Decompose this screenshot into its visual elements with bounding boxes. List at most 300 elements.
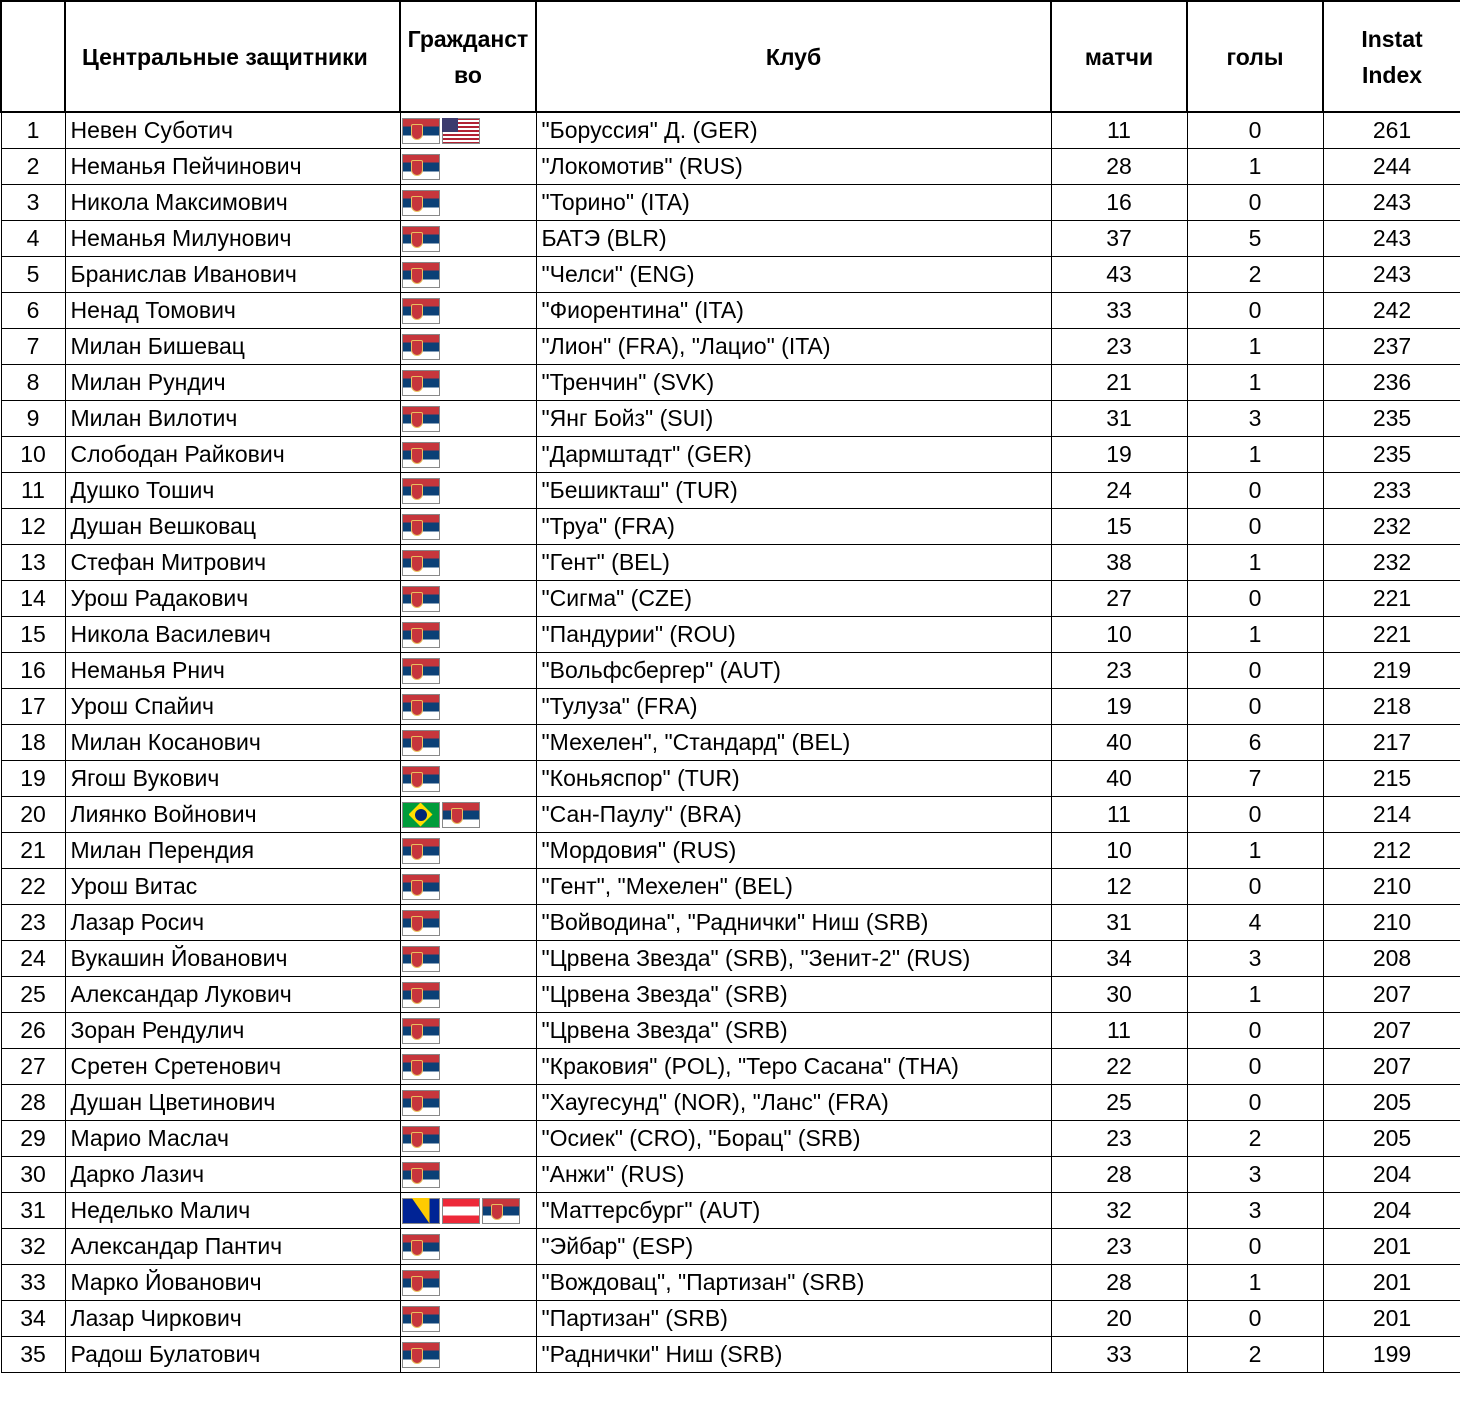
instat-index: 199: [1323, 1337, 1460, 1373]
matches-count: 15: [1051, 509, 1187, 545]
citizenship-flags: [400, 689, 536, 725]
club-name: "Челси" (ENG): [536, 257, 1051, 293]
instat-index: 210: [1323, 869, 1460, 905]
club-name: "Краковия" (POL), "Теро Сасана" (THA): [536, 1049, 1051, 1085]
table-row: [1, 1049, 1460, 1085]
club-name: "Боруссия" Д. (GER): [536, 112, 1051, 149]
serbia-flag-icon: [402, 118, 440, 144]
goals-count: 0: [1187, 869, 1323, 905]
club-name: "Войводина", "Раднички" Ниш (SRB): [536, 905, 1051, 941]
table-row: [1, 545, 1460, 581]
row-number: 6: [1, 293, 65, 329]
goals-count: 0: [1187, 185, 1323, 221]
player-name: Лазар Росич: [65, 905, 400, 941]
player-name: Урош Витас: [65, 869, 400, 905]
row-number: 17: [1, 689, 65, 725]
goals-count: 1: [1187, 833, 1323, 869]
citizenship-flags: [400, 112, 536, 149]
matches-count: 23: [1051, 1121, 1187, 1157]
row-number: 15: [1, 617, 65, 653]
matches-count: 31: [1051, 401, 1187, 437]
matches-count: 27: [1051, 581, 1187, 617]
goals-count: 1: [1187, 617, 1323, 653]
matches-count: 33: [1051, 1337, 1187, 1373]
player-name: Ненад Томович: [65, 293, 400, 329]
row-number: 4: [1, 221, 65, 257]
player-name: Ягош Вукович: [65, 761, 400, 797]
club-name: "Анжи" (RUS): [536, 1157, 1051, 1193]
instat-index: 218: [1323, 689, 1460, 725]
matches-count: 38: [1051, 545, 1187, 581]
player-name: Невен Суботич: [65, 112, 400, 149]
row-number: 31: [1, 1193, 65, 1229]
club-name: "Дармштадт" (GER): [536, 437, 1051, 473]
club-name: "Црвена Звезда" (SRB): [536, 1013, 1051, 1049]
matches-count: 28: [1051, 149, 1187, 185]
citizenship-flags: [400, 905, 536, 941]
citizenship-flags: [400, 1085, 536, 1121]
row-number: 2: [1, 149, 65, 185]
player-name: Стефан Митрович: [65, 545, 400, 581]
goals-count: 4: [1187, 905, 1323, 941]
instat-index: 210: [1323, 905, 1460, 941]
citizenship-flags: [400, 509, 536, 545]
matches-count: 21: [1051, 365, 1187, 401]
table-row: [1, 977, 1460, 1013]
club-name: "Црвена Звезда" (SRB), "Зенит-2" (RUS): [536, 941, 1051, 977]
citizenship-flags: [400, 1121, 536, 1157]
citizenship-flags: [400, 1337, 536, 1373]
player-name: Вукашин Йованович: [65, 941, 400, 977]
citizenship-flags: [400, 473, 536, 509]
table-row: [1, 293, 1460, 329]
citizenship-flags: [400, 365, 536, 401]
matches-count: 24: [1051, 473, 1187, 509]
goals-count: 3: [1187, 941, 1323, 977]
serbia-flag-icon: [402, 442, 440, 468]
player-name: Неманья Рнич: [65, 653, 400, 689]
serbia-flag-icon: [402, 478, 440, 504]
goals-count: 0: [1187, 293, 1323, 329]
serbia-flag-icon: [402, 370, 440, 396]
player-name: Дарко Лазич: [65, 1157, 400, 1193]
matches-count: 20: [1051, 1301, 1187, 1337]
matches-count: 19: [1051, 437, 1187, 473]
player-name: Милан Косанович: [65, 725, 400, 761]
player-name: Александар Пантич: [65, 1229, 400, 1265]
citizenship-flags: [400, 293, 536, 329]
instat-index: 243: [1323, 221, 1460, 257]
club-name: "Бешикташ" (TUR): [536, 473, 1051, 509]
row-number: 7: [1, 329, 65, 365]
matches-count: 11: [1051, 112, 1187, 149]
row-number: 14: [1, 581, 65, 617]
serbia-flag-icon: [402, 622, 440, 648]
club-name: "Гент", "Мехелен" (BEL): [536, 869, 1051, 905]
row-number: 13: [1, 545, 65, 581]
table-row: [1, 941, 1460, 977]
instat-index: 201: [1323, 1265, 1460, 1301]
goals-count: 1: [1187, 437, 1323, 473]
goals-count: 5: [1187, 221, 1323, 257]
table-row: [1, 221, 1460, 257]
row-number: 35: [1, 1337, 65, 1373]
goals-count: 2: [1187, 257, 1323, 293]
serbia-flag-icon: [402, 298, 440, 324]
row-number: 26: [1, 1013, 65, 1049]
row-number: 3: [1, 185, 65, 221]
citizenship-flags: [400, 581, 536, 617]
goals-count: 3: [1187, 401, 1323, 437]
serbia-flag-icon: [482, 1198, 520, 1224]
player-name: Лазар Чиркович: [65, 1301, 400, 1337]
citizenship-flags: [400, 257, 536, 293]
goals-count: 6: [1187, 725, 1323, 761]
club-name: "Вольфсбергер" (AUT): [536, 653, 1051, 689]
serbia-flag-icon: [402, 838, 440, 864]
club-name: "Торино" (ITA): [536, 185, 1051, 221]
instat-index: 207: [1323, 1013, 1460, 1049]
goals-count: 7: [1187, 761, 1323, 797]
instat-index: 244: [1323, 149, 1460, 185]
row-number: 27: [1, 1049, 65, 1085]
instat-index: 221: [1323, 581, 1460, 617]
table-row: [1, 1301, 1460, 1337]
matches-count: 32: [1051, 1193, 1187, 1229]
goals-count: 0: [1187, 1301, 1323, 1337]
row-number: 12: [1, 509, 65, 545]
table-row: [1, 257, 1460, 293]
goals-count: 1: [1187, 365, 1323, 401]
header-goals: голы: [1187, 1, 1323, 112]
table-row: [1, 1337, 1460, 1373]
matches-count: 12: [1051, 869, 1187, 905]
matches-count: 19: [1051, 689, 1187, 725]
matches-count: 11: [1051, 797, 1187, 833]
instat-index: 232: [1323, 509, 1460, 545]
citizenship-flags: [400, 833, 536, 869]
club-name: "Труа" (FRA): [536, 509, 1051, 545]
player-name: Урош Радакович: [65, 581, 400, 617]
goals-count: 0: [1187, 1049, 1323, 1085]
serbia-flag-icon: [402, 1126, 440, 1152]
citizenship-flags: [400, 725, 536, 761]
citizenship-flags: [400, 185, 536, 221]
header-name: Центральные защитники: [65, 1, 400, 112]
goals-count: 0: [1187, 1085, 1323, 1121]
player-name: Лиянко Войнович: [65, 797, 400, 833]
header-matches: матчи: [1051, 1, 1187, 112]
club-name: "Гент" (BEL): [536, 545, 1051, 581]
serbia-flag-icon: [402, 1018, 440, 1044]
player-name: Неделько Малич: [65, 1193, 400, 1229]
instat-index: 214: [1323, 797, 1460, 833]
matches-count: 34: [1051, 941, 1187, 977]
instat-index: 208: [1323, 941, 1460, 977]
table-row: [1, 1085, 1460, 1121]
citizenship-flags: [400, 401, 536, 437]
row-number: 22: [1, 869, 65, 905]
header-citizenship: [400, 1, 536, 112]
row-number: 9: [1, 401, 65, 437]
instat-index: 201: [1323, 1229, 1460, 1265]
serbia-flag-icon: [402, 1306, 440, 1332]
matches-count: 40: [1051, 725, 1187, 761]
table-body: [1, 112, 1460, 1373]
table-row: [1, 581, 1460, 617]
goals-count: 1: [1187, 977, 1323, 1013]
matches-count: 25: [1051, 1085, 1187, 1121]
serbia-flag-icon: [402, 1234, 440, 1260]
club-name: "Мехелен", "Стандард" (BEL): [536, 725, 1051, 761]
player-name: Марио Маслач: [65, 1121, 400, 1157]
row-number: 1: [1, 112, 65, 149]
player-name: Милан Рундич: [65, 365, 400, 401]
club-name: "Црвена Звезда" (SRB): [536, 977, 1051, 1013]
header-num: [1, 1, 65, 112]
club-name: "Осиек" (CRO), "Борац" (SRB): [536, 1121, 1051, 1157]
goals-count: 1: [1187, 545, 1323, 581]
goals-count: 2: [1187, 1337, 1323, 1373]
citizenship-flags: [400, 437, 536, 473]
player-name: Милан Перендия: [65, 833, 400, 869]
instat-index: 204: [1323, 1193, 1460, 1229]
table-row: [1, 112, 1460, 149]
table-row: [1, 869, 1460, 905]
club-name: "Сигма" (CZE): [536, 581, 1051, 617]
matches-count: 23: [1051, 1229, 1187, 1265]
serbia-flag-icon: [402, 226, 440, 252]
serbia-flag-icon: [402, 334, 440, 360]
serbia-flag-icon: [402, 1270, 440, 1296]
table-row: [1, 1121, 1460, 1157]
club-name: "Раднички" Ниш (SRB): [536, 1337, 1051, 1373]
header-index-line2: Index: [1361, 61, 1423, 88]
citizenship-flags: [400, 761, 536, 797]
player-name: Сретен Сретенович: [65, 1049, 400, 1085]
matches-count: 30: [1051, 977, 1187, 1013]
serbia-flag-icon: [402, 1090, 440, 1116]
player-name: Неманья Милунович: [65, 221, 400, 257]
row-number: 34: [1, 1301, 65, 1337]
serbia-flag-icon: [402, 982, 440, 1008]
serbia-flag-icon: [442, 802, 480, 828]
row-number: 5: [1, 257, 65, 293]
table-row: [1, 1265, 1460, 1301]
matches-count: 37: [1051, 221, 1187, 257]
citizenship-flags: [400, 1301, 536, 1337]
club-name: "Тулуза" (FRA): [536, 689, 1051, 725]
matches-count: 10: [1051, 617, 1187, 653]
citizenship-flags: [400, 149, 536, 185]
instat-index: 212: [1323, 833, 1460, 869]
header-club: Клуб: [536, 1, 1051, 112]
instat-index: 215: [1323, 761, 1460, 797]
row-number: 10: [1, 437, 65, 473]
instat-index: 237: [1323, 329, 1460, 365]
player-name: Никола Максимович: [65, 185, 400, 221]
citizenship-flags: [400, 941, 536, 977]
serbia-flag-icon: [402, 730, 440, 756]
instat-index: 221: [1323, 617, 1460, 653]
citizenship-flags: [400, 221, 536, 257]
header-row: [1, 1, 1460, 112]
player-name: Неманья Пейчинович: [65, 149, 400, 185]
table-row: [1, 653, 1460, 689]
row-number: 19: [1, 761, 65, 797]
club-name: "Сан-Паулу" (BRA): [536, 797, 1051, 833]
citizenship-flags: [400, 1157, 536, 1193]
table-row: [1, 149, 1460, 185]
row-number: 32: [1, 1229, 65, 1265]
table-row: [1, 365, 1460, 401]
row-number: 30: [1, 1157, 65, 1193]
instat-index: 233: [1323, 473, 1460, 509]
table-row: [1, 761, 1460, 797]
instat-index: 243: [1323, 185, 1460, 221]
instat-index: 242: [1323, 293, 1460, 329]
goals-count: 3: [1187, 1157, 1323, 1193]
citizenship-flags: [400, 1265, 536, 1301]
serbia-flag-icon: [402, 586, 440, 612]
serbia-flag-icon: [402, 190, 440, 216]
goals-count: 0: [1187, 473, 1323, 509]
citizenship-flags: [400, 1193, 536, 1229]
citizenship-flags: [400, 545, 536, 581]
citizenship-flags: [400, 797, 536, 833]
instat-index: 243: [1323, 257, 1460, 293]
table-row: [1, 329, 1460, 365]
instat-index: 204: [1323, 1157, 1460, 1193]
row-number: 24: [1, 941, 65, 977]
goals-count: 0: [1187, 509, 1323, 545]
table-row: [1, 1193, 1460, 1229]
table-row: [1, 833, 1460, 869]
club-name: "Эйбар" (ESP): [536, 1229, 1051, 1265]
player-name: Радош Булатович: [65, 1337, 400, 1373]
austria-flag-icon: [442, 1198, 480, 1224]
goals-count: 0: [1187, 112, 1323, 149]
goals-count: 1: [1187, 329, 1323, 365]
header-instat-index: [1323, 1, 1460, 112]
table-row: [1, 509, 1460, 545]
goals-count: 1: [1187, 1265, 1323, 1301]
goals-count: 3: [1187, 1193, 1323, 1229]
bosnia-flag-icon: [402, 1198, 440, 1224]
table-row: [1, 473, 1460, 509]
club-name: "Тренчин" (SVK): [536, 365, 1051, 401]
row-number: 33: [1, 1265, 65, 1301]
citizenship-flags: [400, 329, 536, 365]
table-row: [1, 617, 1460, 653]
serbia-flag-icon: [402, 874, 440, 900]
player-name: Урош Спайич: [65, 689, 400, 725]
instat-index: 207: [1323, 1049, 1460, 1085]
matches-count: 23: [1051, 653, 1187, 689]
player-name: Душко Тошич: [65, 473, 400, 509]
goals-count: 0: [1187, 1013, 1323, 1049]
brazil-flag-icon: [402, 802, 440, 828]
citizenship-flags: [400, 653, 536, 689]
matches-count: 10: [1051, 833, 1187, 869]
citizenship-flags: [400, 617, 536, 653]
player-name: Зоран Рендулич: [65, 1013, 400, 1049]
goals-count: 0: [1187, 1229, 1323, 1265]
serbia-flag-icon: [402, 1342, 440, 1368]
row-number: 18: [1, 725, 65, 761]
club-name: "Партизан" (SRB): [536, 1301, 1051, 1337]
serbia-flag-icon: [402, 154, 440, 180]
matches-count: 40: [1051, 761, 1187, 797]
table-row: [1, 797, 1460, 833]
table-row: [1, 905, 1460, 941]
serbia-flag-icon: [402, 550, 440, 576]
row-number: 16: [1, 653, 65, 689]
player-name: Никола Василевич: [65, 617, 400, 653]
player-name: Слободан Райкович: [65, 437, 400, 473]
goals-count: 0: [1187, 689, 1323, 725]
player-name: Бранислав Иванович: [65, 257, 400, 293]
serbia-flag-icon: [402, 1054, 440, 1080]
row-number: 8: [1, 365, 65, 401]
serbia-flag-icon: [402, 946, 440, 972]
matches-count: 16: [1051, 185, 1187, 221]
table-row: [1, 1157, 1460, 1193]
header-citizenship-line2: во: [454, 61, 482, 88]
header-citizenship-line1: Гражданст: [407, 25, 529, 52]
club-name: "Маттерсбург" (AUT): [536, 1193, 1051, 1229]
club-name: "Хаугесунд" (NOR), "Ланс" (FRA): [536, 1085, 1051, 1121]
player-name: Милан Вилотич: [65, 401, 400, 437]
serbia-flag-icon: [402, 658, 440, 684]
club-name: "Пандурии" (ROU): [536, 617, 1051, 653]
row-number: 21: [1, 833, 65, 869]
citizenship-flags: [400, 1049, 536, 1085]
goals-count: 0: [1187, 581, 1323, 617]
goals-count: 0: [1187, 653, 1323, 689]
serbia-flag-icon: [402, 910, 440, 936]
club-name: "Вождовац", "Партизан" (SRB): [536, 1265, 1051, 1301]
club-name: "Янг Бойз" (SUI): [536, 401, 1051, 437]
player-name: Марко Йованович: [65, 1265, 400, 1301]
citizenship-flags: [400, 1013, 536, 1049]
matches-count: 31: [1051, 905, 1187, 941]
citizenship-flags: [400, 977, 536, 1013]
instat-index: 217: [1323, 725, 1460, 761]
matches-count: 28: [1051, 1157, 1187, 1193]
club-name: "Лион" (FRA), "Лацио" (ITA): [536, 329, 1051, 365]
matches-count: 23: [1051, 329, 1187, 365]
instat-index: 219: [1323, 653, 1460, 689]
player-name: Милан Бишевац: [65, 329, 400, 365]
serbia-flag-icon: [402, 1162, 440, 1188]
usa-flag-icon: [442, 118, 480, 144]
instat-index: 232: [1323, 545, 1460, 581]
citizenship-flags: [400, 1229, 536, 1265]
club-name: "Локомотив" (RUS): [536, 149, 1051, 185]
header-index-line1: Instat: [1361, 25, 1423, 52]
matches-count: 33: [1051, 293, 1187, 329]
player-name: Александар Лукович: [65, 977, 400, 1013]
instat-index: 207: [1323, 977, 1460, 1013]
instat-index: 235: [1323, 401, 1460, 437]
club-name: "Мордовия" (RUS): [536, 833, 1051, 869]
instat-index: 205: [1323, 1085, 1460, 1121]
table-row: [1, 401, 1460, 437]
goals-count: 0: [1187, 797, 1323, 833]
matches-count: 11: [1051, 1013, 1187, 1049]
row-number: 23: [1, 905, 65, 941]
